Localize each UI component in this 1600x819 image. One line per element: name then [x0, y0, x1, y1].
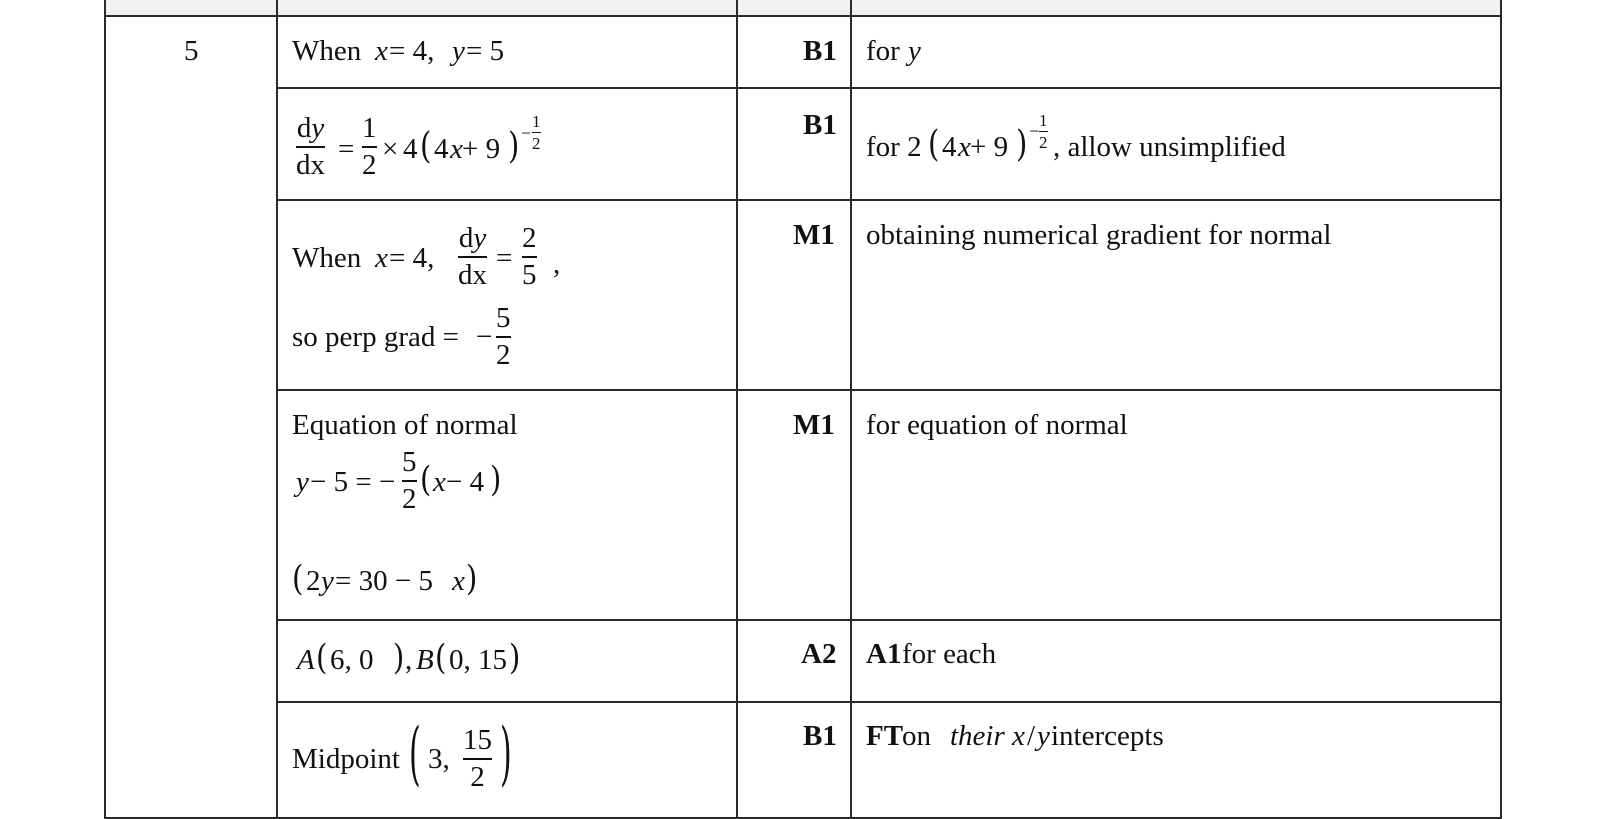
mark-code: M1 — [793, 409, 835, 441]
exponent-sign: − — [521, 123, 532, 143]
guidance-text: on — [902, 720, 931, 752]
math-expression: − 4 — [446, 466, 485, 498]
equals-sign: = — [338, 133, 355, 165]
math-var: x — [450, 133, 463, 165]
derivative-fraction: dy dx — [296, 112, 325, 181]
left-paren: ( — [928, 122, 940, 165]
point-coords: 6, 0 — [330, 644, 374, 676]
guidance-text: for equation of normal — [866, 409, 1128, 441]
column-divider — [276, 0, 278, 819]
right-paren: ) — [509, 636, 521, 678]
row-divider — [276, 619, 1502, 621]
guidance-text: for 2 — [866, 131, 922, 163]
math-var: x — [433, 466, 446, 498]
guidance-italic: their x — [950, 720, 1025, 752]
point-label: A — [297, 644, 315, 676]
guidance-bold: FT — [866, 720, 904, 752]
math-expression: 4 — [403, 133, 418, 165]
math-expression: 3, — [428, 743, 450, 775]
mark-code: B1 — [803, 109, 837, 141]
guidance-text: / — [1027, 720, 1036, 752]
mark-code: B1 — [803, 35, 837, 67]
math-var: x — [375, 242, 388, 274]
math-var: x — [375, 35, 388, 67]
guidance-italic: y — [1037, 720, 1050, 752]
right-paren: ) — [500, 715, 512, 796]
column-divider — [736, 0, 738, 819]
math-expression: = 30 − 5 — [335, 565, 433, 597]
right-paren: ) — [466, 557, 478, 599]
answer-text: Equation of normal — [292, 409, 518, 441]
math-var: x — [958, 131, 971, 163]
exponent-sign: − — [1029, 121, 1040, 141]
midpoint-fraction: 15 2 — [463, 724, 492, 793]
row-divider — [276, 87, 1502, 89]
math-var: y — [296, 466, 309, 498]
math-var: y — [452, 35, 465, 67]
left-paren: ( — [435, 636, 447, 678]
guidance-text: obtaining numerical gradient for normal — [866, 219, 1332, 251]
left-paren: ( — [409, 715, 421, 796]
column-divider — [104, 0, 106, 819]
math-expression: 4 — [434, 133, 449, 165]
exponent-fraction: 1 2 — [1039, 111, 1048, 153]
math-expression: = 5 — [466, 35, 505, 67]
answer-text: Midpoint — [292, 743, 400, 775]
comma: , — [553, 248, 561, 280]
math-expression: = 4, — [389, 242, 435, 274]
row-divider — [104, 15, 1502, 17]
answer-text: When — [292, 35, 362, 67]
math-expression: + 9 — [970, 131, 1009, 163]
mark-code: B1 — [803, 720, 837, 752]
answer-text: so perp grad = — [292, 321, 459, 353]
guidance-bold: A1 — [866, 638, 902, 670]
header-band — [104, 0, 1502, 16]
exponent-fraction: 1 2 — [532, 112, 541, 154]
math-expression: − 5 = − — [310, 466, 396, 498]
right-paren: ) — [393, 636, 405, 678]
question-number: 5 — [184, 35, 199, 67]
column-divider — [1500, 0, 1502, 819]
guidance-text: for — [866, 35, 900, 67]
derivative-fraction: dy dx — [458, 222, 487, 291]
right-paren: ) — [508, 124, 520, 167]
answer-text: When — [292, 242, 362, 274]
right-paren: ) — [1016, 122, 1028, 165]
slope-fraction: 5 2 — [402, 446, 417, 515]
math-expression: 2 — [306, 565, 321, 597]
math-var: y — [321, 565, 334, 597]
mark-code: M1 — [793, 219, 835, 251]
left-paren: ( — [316, 636, 328, 678]
math-var: x — [452, 565, 465, 597]
guidance-text: , allow unsimplified — [1053, 131, 1286, 163]
times-sign: × — [382, 133, 399, 165]
minus-sign: − — [476, 321, 493, 353]
left-paren: ( — [420, 458, 432, 500]
math-var: y — [908, 35, 921, 67]
perp-gradient-fraction: 5 2 — [496, 302, 511, 371]
math-expression: + 9 — [462, 133, 501, 165]
row-divider — [276, 701, 1502, 703]
half-fraction: 1 2 — [362, 112, 377, 181]
left-paren: ( — [420, 124, 432, 167]
equals-sign: = — [496, 242, 513, 274]
point-label: B — [416, 644, 434, 676]
gradient-fraction: 2 5 — [522, 222, 537, 291]
row-divider — [276, 199, 1502, 201]
separator: , — [405, 644, 413, 676]
math-expression: 4 — [942, 131, 957, 163]
guidance-text: for each — [902, 638, 997, 670]
row-divider — [276, 389, 1502, 391]
left-paren: ( — [292, 557, 304, 599]
mark-code: A2 — [801, 638, 837, 670]
guidance-text: intercepts — [1051, 720, 1164, 752]
math-expression: = 4, — [389, 35, 435, 67]
column-divider — [850, 0, 852, 819]
right-paren: ) — [490, 458, 502, 500]
point-coords: 0, 15 — [449, 644, 507, 676]
